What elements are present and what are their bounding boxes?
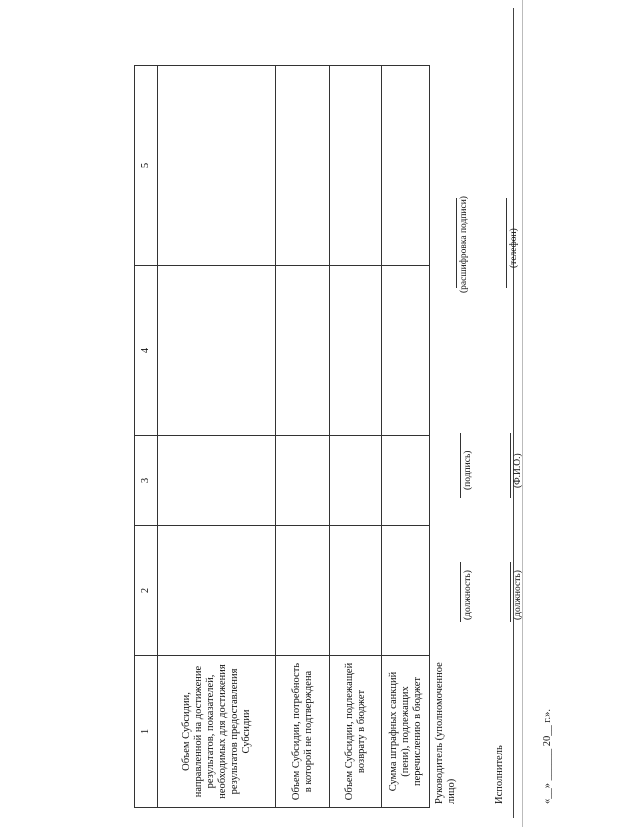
column-header: 2 bbox=[135, 526, 158, 656]
phone-line bbox=[506, 198, 507, 288]
column-header: 4 bbox=[135, 266, 158, 436]
table-row bbox=[382, 66, 430, 808]
signature-line bbox=[460, 433, 461, 498]
table-cell bbox=[158, 436, 276, 526]
column-header: 5 bbox=[135, 66, 158, 266]
table-cell bbox=[158, 66, 276, 266]
table-row bbox=[330, 66, 382, 808]
position-caption: (должность) bbox=[463, 570, 473, 620]
date-line: «__» ______ 20__ г.». bbox=[542, 709, 553, 804]
table-cell bbox=[330, 66, 382, 266]
subsidy-report-table bbox=[134, 65, 430, 808]
name-caption: (Ф.И.О.) bbox=[513, 453, 523, 488]
table-cell bbox=[276, 66, 330, 266]
table-cell bbox=[158, 526, 276, 656]
position-caption-2: (должность) bbox=[513, 570, 523, 620]
table-row bbox=[158, 66, 276, 808]
position-line bbox=[460, 562, 461, 622]
scan-page-edge bbox=[522, 0, 640, 827]
row-label: Сумма штрафных санкций (пени), подлежащих перечислению в бюджет bbox=[382, 656, 430, 808]
executor-label: Исполнитель bbox=[494, 745, 505, 804]
decoding-caption: (расшифровка подписи) bbox=[459, 196, 469, 293]
table-cell bbox=[330, 266, 382, 436]
table-cell bbox=[276, 266, 330, 436]
name-line bbox=[510, 433, 511, 498]
phone-caption: (телефон) bbox=[509, 228, 519, 268]
table-cell bbox=[382, 66, 430, 266]
row-label: Объем Субсидии, потребность в которой не подтверждена bbox=[276, 656, 330, 808]
row-label: Объем Субсидии, направленной на достижение результатов, показателей, необходимых для достижения результатов предоставления Субсидии bbox=[158, 656, 276, 808]
row-label: Объем Субсидии, подлежащей возврату в бюджет bbox=[330, 656, 382, 808]
table-cell bbox=[158, 266, 276, 436]
table-cell bbox=[276, 436, 330, 526]
decoding-line bbox=[456, 198, 457, 288]
head-label: Руководитель (уполномоченное лицо) bbox=[434, 662, 457, 804]
column-header: 3 bbox=[135, 436, 158, 526]
signature-caption: (подпись) bbox=[463, 450, 473, 490]
rotated-report-page bbox=[16, 48, 553, 808]
table-cell bbox=[330, 436, 382, 526]
table-cell bbox=[382, 526, 430, 656]
column-header: 1 bbox=[135, 656, 158, 808]
position-line-2 bbox=[510, 562, 511, 622]
table-header-row bbox=[135, 66, 158, 808]
table-cell bbox=[382, 266, 430, 436]
table-row bbox=[276, 66, 330, 808]
table-cell bbox=[276, 526, 330, 656]
table-cell bbox=[330, 526, 382, 656]
table-cell bbox=[382, 436, 430, 526]
